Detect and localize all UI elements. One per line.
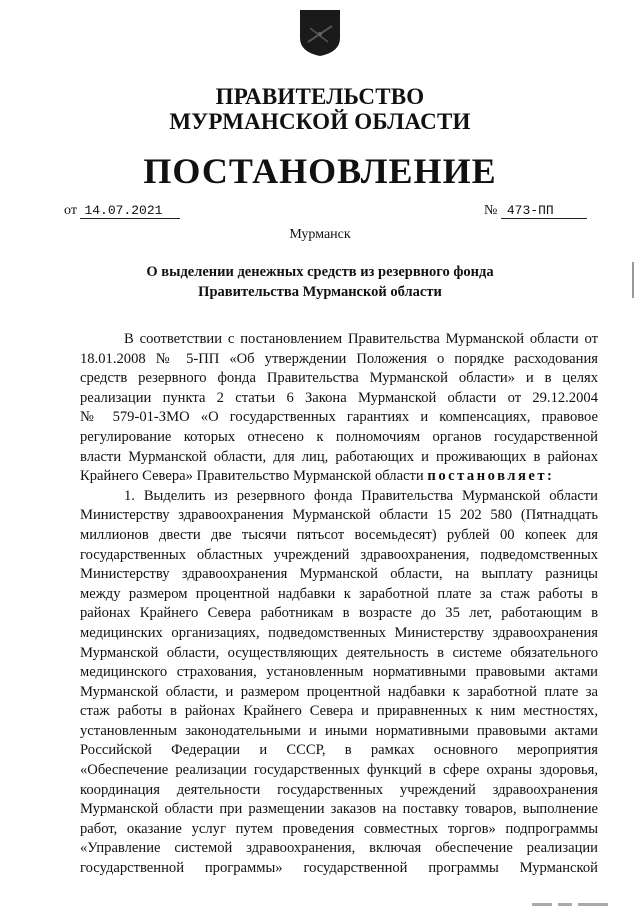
decree-word: постановляет: [427,468,555,485]
body-line: реализации пункта 2 статьи 6 Закона Мурманской области от 29.12.2004 [80,389,598,406]
document-date [64,203,180,219]
body-line: Крайнего Севера» Правительство Мурманской области [80,468,424,485]
document-subject [0,262,640,302]
para1-line: стаж работы в районах Крайнего Севера и приравненных к ним местностях, [80,703,598,720]
number-value: 473-ПП [501,203,587,219]
body-line: В соответствии с постановлением Правительства Мурманской области от [124,331,598,347]
date-prefix: от [64,203,77,218]
para1-line: «Управление системой здравоохранения, включая обеспечение реализации [80,840,598,857]
para1-line: медицинского страхования, установленным нормативными правовыми актами [80,664,598,681]
para1-line: миллионов двести две тысячи пятьсот восемьдесят) рублей 00 копеек для [80,526,598,543]
org-title-line1: ПРАВИТЕЛЬСТВО [215,84,425,109]
body-line: № 579-01-ЗМО «О государственных гарантиях и компенсациях, правовое [80,409,598,426]
body-line: регулирование которых отнесено к полномочиям органов государственной [80,428,598,445]
para1-line: установленным законодательными и иными нормативными правовыми актами [80,722,598,739]
para1-line: 1. Выделить из резервного фонда Правительства Мурманской области [124,487,598,504]
date-value: 14.07.2021 [80,203,180,219]
body-line-decree [80,467,598,487]
para1-line: Мурманской области, и размером процентной надбавки к заработной плате за [80,683,598,700]
para1-line: Российской Федерации и СССР, в рамках основного мероприятия [80,742,598,759]
body-line: власти Мурманской области, для лиц, работающих и проживающих в районах [80,448,598,465]
document-number [484,203,587,219]
para1-line: государственной программы» государственной программы Мурманской [80,860,598,877]
para1-line: Мурманской области при размещении заказов на поставку товаров, выполнение [80,801,598,818]
para1-line: Министерству здравоохранения Мурманской области 15 202 580 (Пятнадцать [80,507,598,524]
para1-line: Министерству здравоохранения Мурманской области, на выплату разницы [80,566,598,583]
document-body [80,330,598,879]
scan-margin-mark [632,262,634,298]
body-line: 18.01.2008 № 5-ПП «Об утверждении Положения о порядке расходования [80,350,598,367]
para1-line: между размером процентной надбавки к заработной плате за стаж работы в [80,585,598,602]
para1-line: «Обеспечение реализации государственных функций в сфере охраны здоровья, [80,762,598,779]
scan-corner-mark [532,895,622,899]
subject-line: Правительства Мурманской области [198,284,442,300]
document-type: ПОСТАНОВЛЕНИЕ [143,151,497,191]
para1-line: государственных областных учреждений здравоохранения, подведомственных [80,546,598,563]
para1-line: работ, оказание услуг путем проведения совместных торгов» подпрограммы [80,820,598,837]
subject-line: О выделении денежных средств из резервного фонда [146,264,494,280]
body-line: средств резервного фонда Правительства Мурманской области» и в целях [80,370,598,387]
org-title-line2: МУРМАНСКОЙ ОБЛАСТИ [169,109,471,134]
para1-line: медицинских организациях, подведомственных Министерству здравоохранения [80,624,598,641]
city: Мурманск [289,227,351,242]
number-prefix: № [484,203,498,218]
coat-of-arms-icon [298,8,342,58]
para1-line: районах Крайнего Севера работникам в возрасте до 35 лет, работающим в [80,605,598,622]
para1-line: Мурманской области, осуществляющих деятельность в системе обязательного [80,644,598,661]
para1-line: координация деятельности государственных учреждений здравоохранения [80,781,598,798]
